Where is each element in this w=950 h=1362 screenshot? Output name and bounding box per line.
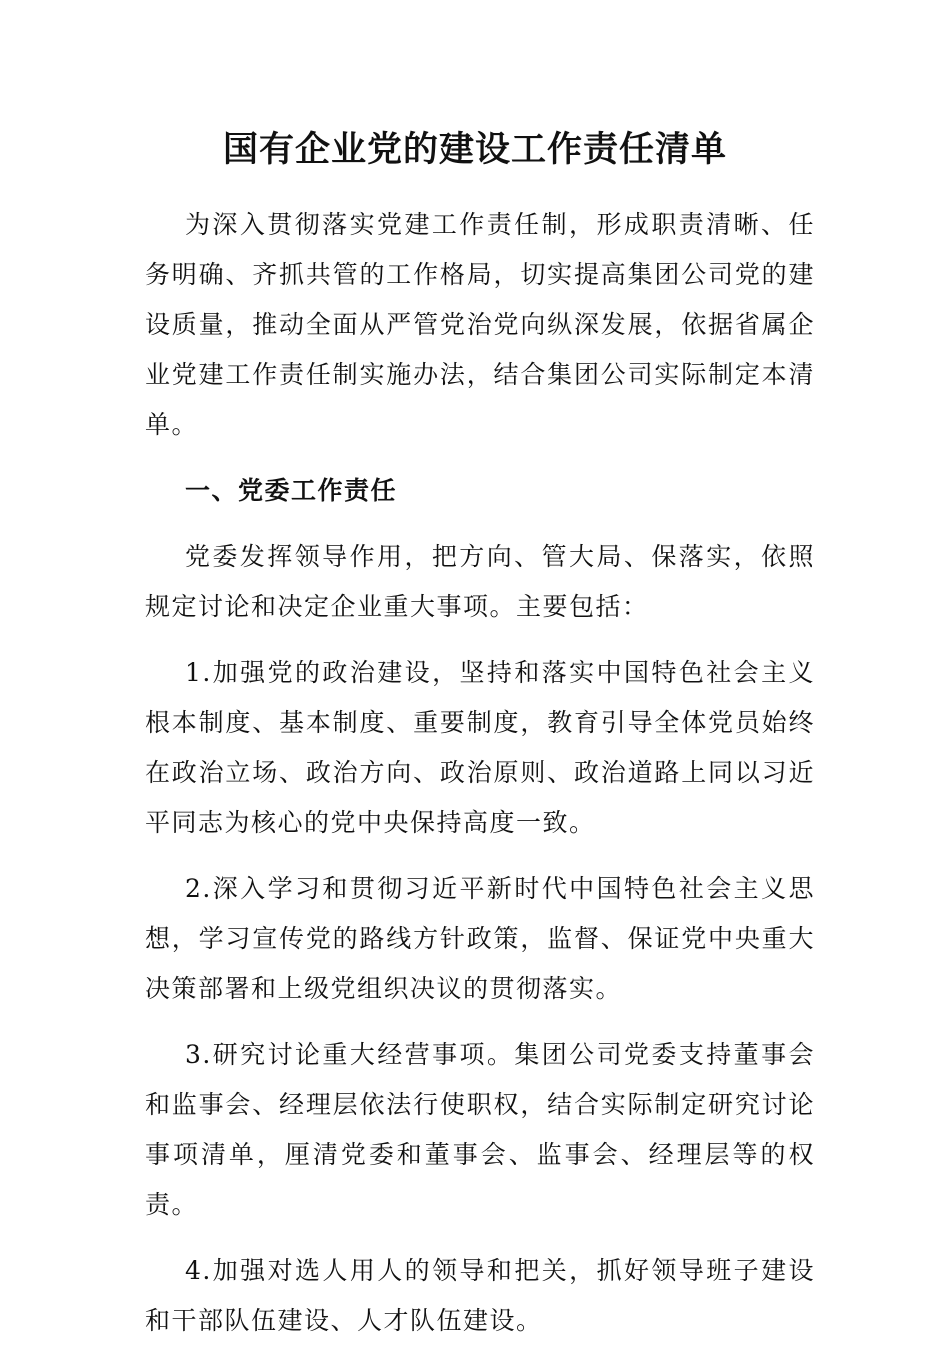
section-heading: 一、党委工作责任 [185, 476, 398, 505]
intro-paragraph: 为深入贯彻落实党建工作责任制，形成职责清晰、任务明确、齐抓共管的工作格局，切实提高集团公司党的建设质量，推动全面从严管党治党向纵深发展，依据省属企业党建工作责任制实施办法，结合集团公司实际制定本清单。 [145, 210, 815, 439]
section-lead-paragraph: 党委发挥领导作用，把方向、管大局、保落实，依照规定讨论和决定企业重大事项。主要包括： [145, 542, 815, 621]
list-item: 4.加强对选人用人的领导和把关，抓好领导班子建设和干部队伍建设、人才队伍建设。 [145, 1256, 815, 1335]
document-body [145, 200, 815, 1362]
list-item: 1.加强党的政治建设，坚持和落实中国特色社会主义根本制度、基本制度、重要制度，教育引导全体党员始终在政治立场、政治方向、政治原则、政治道路上同以习近平同志为核心的党中央保持高度一致。 [145, 658, 815, 837]
list-item: 3.研究讨论重大经营事项。集团公司党委支持董事会和监事会、经理层依法行使职权，结合实际制定研究讨论事项清单，厘清党委和董事会、监事会、经理层等的权责。 [145, 1040, 815, 1219]
document-title: 国有企业党的建设工作责任清单 [222, 129, 727, 170]
list-item: 2.深入学习和贯彻习近平新时代中国特色社会主义思想，学习宣传党的路线方针政策，监督、保证党中央重大决策部署和上级党组织决议的贯彻落实。 [145, 874, 815, 1003]
